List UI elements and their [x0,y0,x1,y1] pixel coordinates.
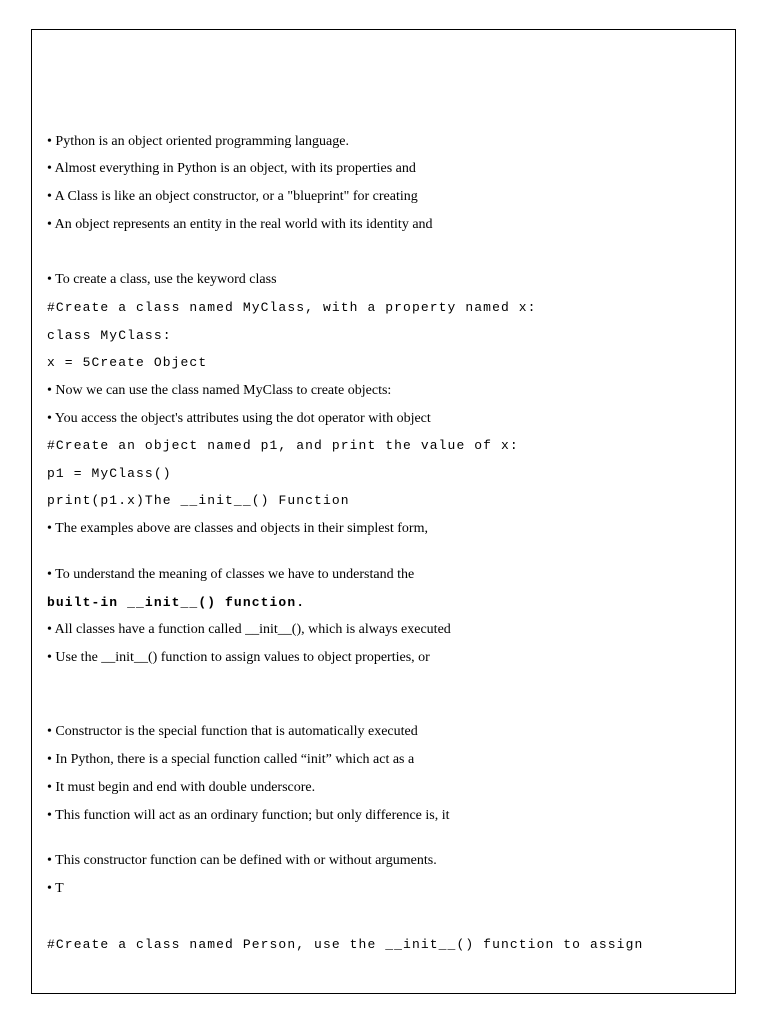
text-line: • Constructor is the special function that is automatically executed [47,724,418,739]
code-line [47,492,350,510]
text-line: • Almost everything in Python is an object, with its properties and [47,161,416,176]
text-line: • The examples above are classes and objects in their simplest form, [47,521,428,536]
text-line: • Now we can use the class named MyClass to create objects: [47,383,392,398]
text-line: • Python is an object oriented programming language. [47,134,349,149]
text-line: • In Python, there is a special function called “init” which act as a [47,752,415,767]
text-line: • All classes have a function called __init__(), which is always executed [47,622,451,637]
code-line: built-in __init__() function. [47,595,306,610]
text-line: • Use the __init__() function to assign values to object properties, or [47,650,430,665]
code-line: class MyClass: [47,328,172,343]
code-line: p1 = MyClass() [47,466,172,481]
text-line: • A Class is like an object constructor, or a "blueprint" for creating [47,189,418,204]
text-line: • To understand the meaning of classes we have to understand the [47,567,415,582]
code-line: #Create a class named Person, use the __init__() function to assign [47,937,644,952]
text-line: • You access the object's attributes using the dot operator with object [47,411,431,426]
text-line: • T [47,881,64,896]
text-line: • This constructor function can be defined with or without arguments. [47,853,437,868]
code-line: #Create an object named p1, and print the value of x: [47,438,519,453]
text-line: • This function will act as an ordinary function; but only difference is, it [47,808,450,823]
section-heading: The __init__() Function [144,493,350,508]
text-line: • It must begin and end with double underscore. [47,780,316,795]
code-line: #Create a class named MyClass, with a property named x: [47,300,537,315]
text-line: • To create a class, use the keyword class [47,272,277,287]
text-line: • An object represents an entity in the real world with its identity and [47,217,433,232]
code-fragment: print(p1.x) [47,493,145,508]
code-line: x = 5Create Object [47,355,208,370]
